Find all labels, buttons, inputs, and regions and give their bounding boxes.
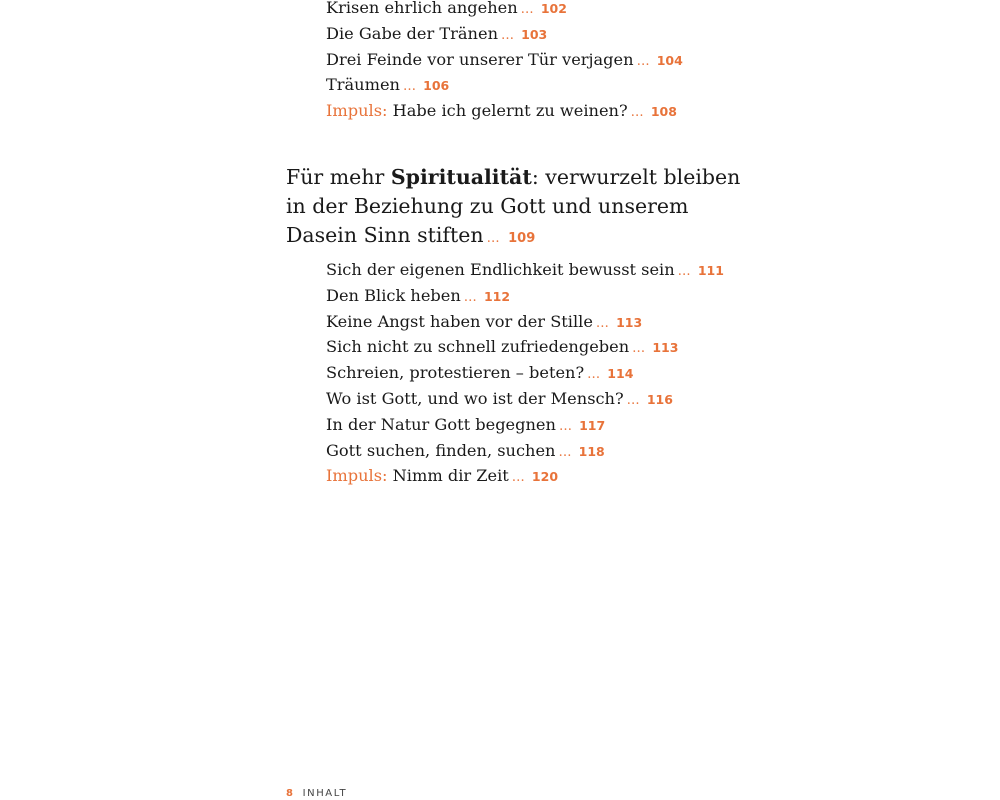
page-number: 117 — [579, 417, 606, 433]
entry-label: Träumen — [326, 75, 400, 95]
entry-label: In der Natur Gott begegnen — [326, 414, 556, 434]
leader-dots: … — [558, 444, 572, 460]
leader-dots: … — [520, 2, 534, 17]
entry-label: Schreien, protestieren – beten? — [326, 363, 585, 383]
toc-entry — [326, 258, 724, 284]
leader-dots: … — [486, 231, 500, 246]
leader-dots: … — [587, 367, 601, 383]
entry-label: Sich der eigenen Endlichkeit bewusst sein — [326, 260, 675, 279]
toc-list-previous-section — [326, 0, 683, 125]
leader-dots: … — [595, 315, 609, 331]
page-number: 113 — [616, 314, 643, 330]
toc-entry — [326, 439, 724, 465]
page-footer — [286, 788, 347, 799]
section-heading-bold: Spiritualität — [390, 165, 532, 189]
impuls-label: Impuls: — [326, 101, 388, 121]
section-page-number: 109 — [508, 231, 536, 246]
page-number: 112 — [483, 288, 511, 304]
leader-dots: … — [630, 105, 644, 121]
toc-entry — [326, 73, 683, 99]
toc-entry — [326, 284, 724, 310]
entry-label: Habe ich gelernt zu weinen? — [392, 101, 628, 121]
leader-dots: … — [402, 79, 416, 95]
section-heading-post: : verwurzelt bleiben in der Beziehung zu Gott und unserem Dasein Sinn stiften — [286, 165, 741, 247]
page-number: 120 — [531, 469, 559, 485]
toc-entry — [326, 413, 724, 439]
toc-entry — [326, 387, 724, 413]
toc-entry — [326, 310, 724, 336]
entry-label: Den Blick heben — [326, 285, 461, 305]
page-number: 114 — [607, 366, 634, 382]
page-number: 106 — [423, 78, 450, 94]
leader-dots: … — [677, 264, 691, 279]
toc-entry-impuls — [326, 99, 683, 125]
toc-list-spiritualitaet — [326, 258, 724, 490]
toc-entry-impuls — [326, 464, 724, 490]
page-number: 103 — [521, 26, 548, 42]
toc-entry — [326, 0, 683, 22]
entry-label: Die Gabe der Tränen — [326, 23, 498, 43]
section-heading-pre: Für mehr — [286, 165, 391, 189]
leader-dots: … — [558, 418, 572, 434]
toc-entry — [326, 22, 683, 48]
page-number: 111 — [697, 263, 724, 278]
leader-dots: … — [511, 470, 525, 486]
toc-entry — [326, 48, 683, 74]
footer-page-number: 8 — [286, 788, 295, 799]
leader-dots: … — [636, 53, 650, 69]
page-number: 118 — [578, 443, 605, 459]
entry-label: Nimm dir Zeit — [392, 466, 509, 486]
page-number: 102 — [540, 1, 567, 16]
entry-label: Wo ist Gott, und wo ist der Mensch? — [326, 388, 624, 408]
entry-label: Drei Feinde vor unserer Tür verjagen — [326, 49, 634, 69]
toc-entry — [326, 361, 724, 387]
page-number: 113 — [652, 340, 679, 356]
leader-dots: … — [463, 289, 477, 305]
impuls-label: Impuls: — [326, 466, 388, 486]
entry-label: Sich nicht zu schnell zufriedengeben — [326, 337, 630, 357]
leader-dots: … — [501, 27, 514, 43]
entry-label: Krisen ehrlich angehen — [326, 0, 518, 17]
section-heading — [286, 163, 746, 253]
footer-title: INHALT — [302, 788, 348, 799]
page-number: 108 — [650, 104, 677, 120]
entry-label: Keine Angst haben vor der Stille — [326, 311, 593, 331]
page-number: 116 — [646, 391, 673, 407]
page-number: 104 — [656, 52, 683, 68]
leader-dots: … — [632, 341, 646, 357]
toc-entry — [326, 335, 724, 361]
leader-dots: … — [626, 392, 640, 408]
entry-label: Gott suchen, finden, suchen — [326, 440, 556, 460]
